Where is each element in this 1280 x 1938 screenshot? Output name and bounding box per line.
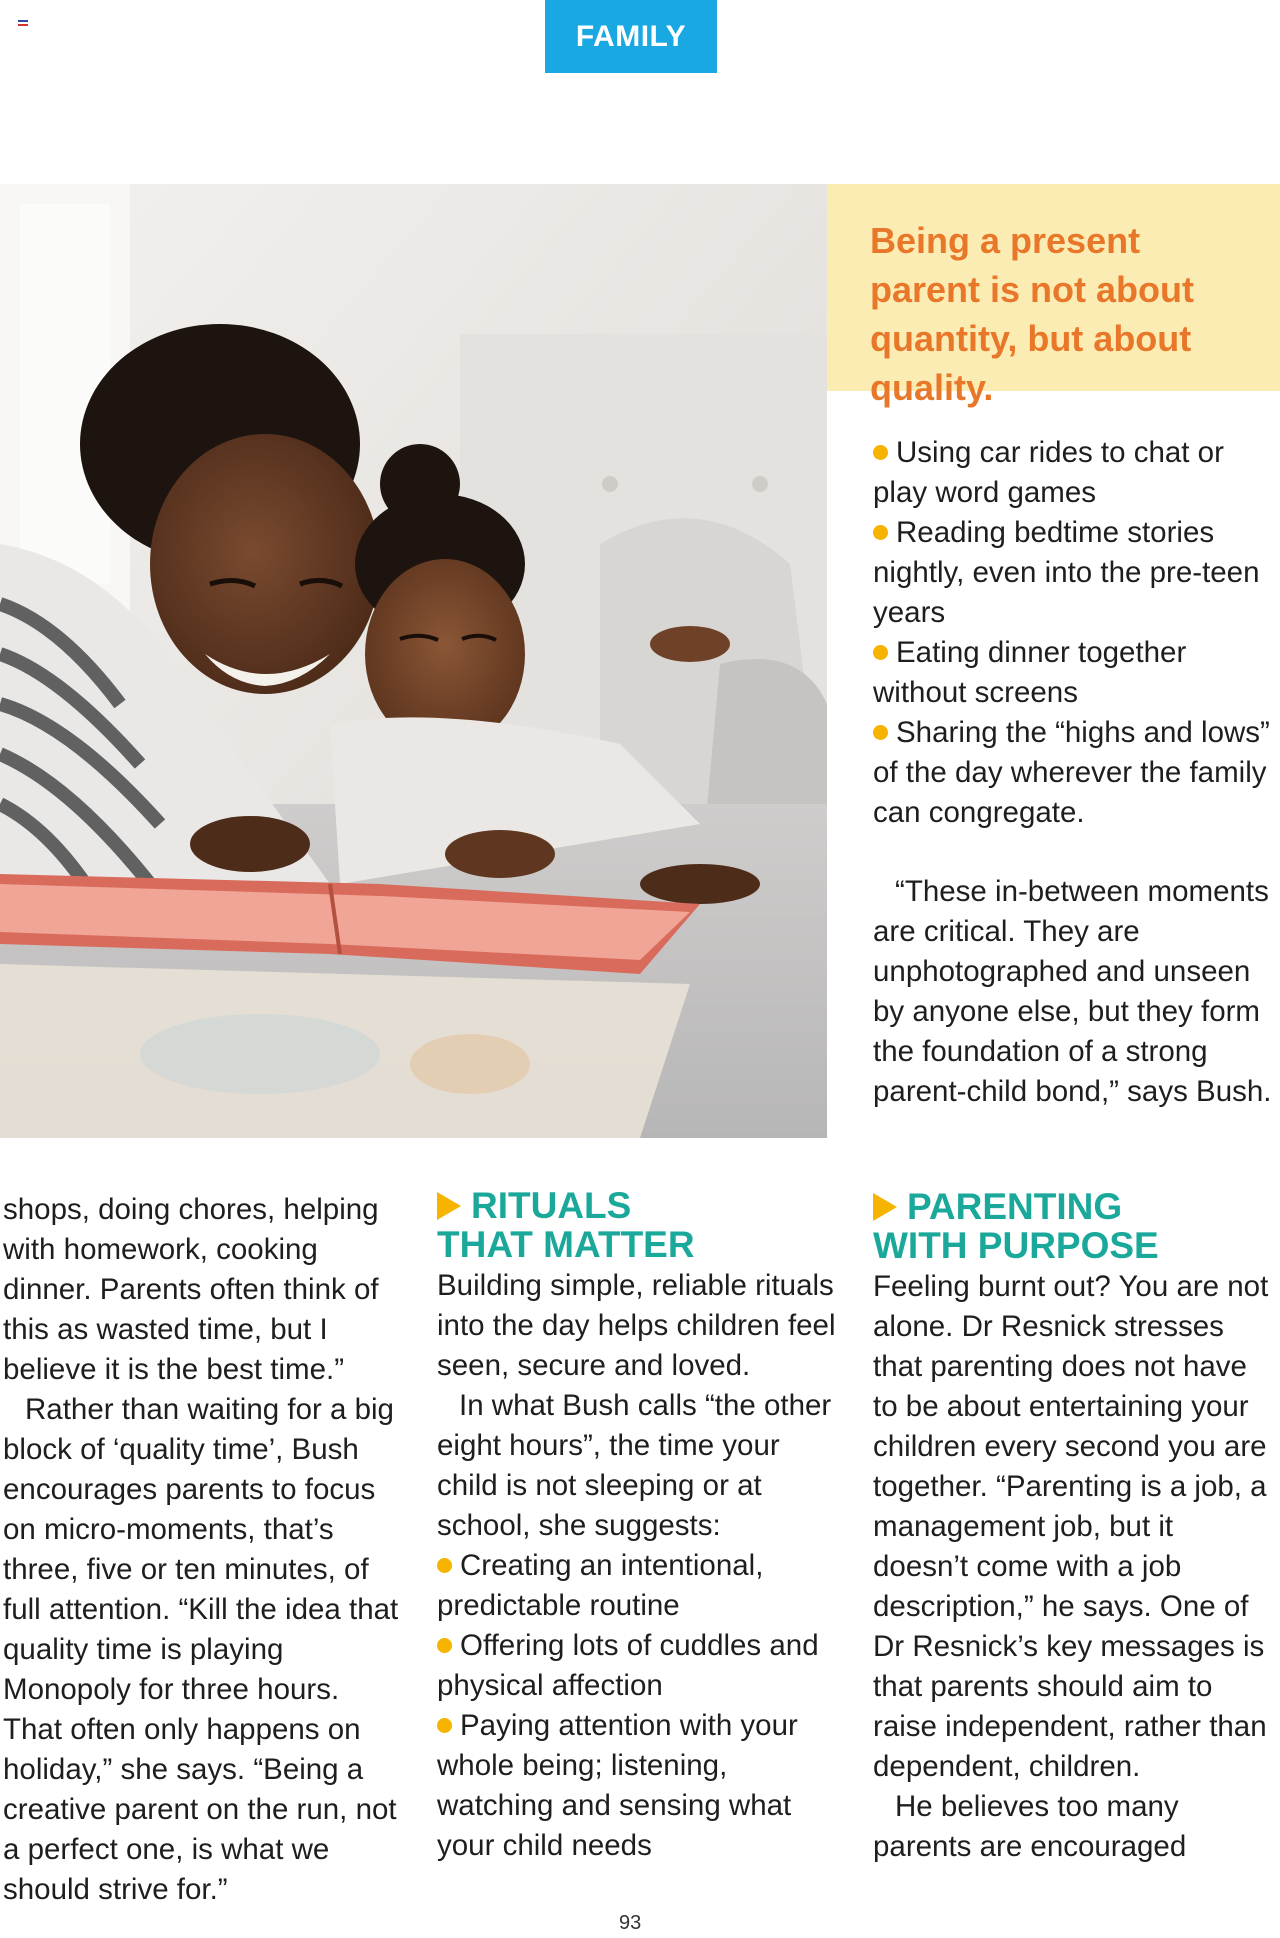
pull-quote: Being a present parent is not about quantity, but about quality.: [870, 220, 1194, 408]
rituals-column: [437, 1186, 837, 1866]
page-number: 93: [619, 1912, 642, 1934]
list-item: Using car rides to chat or play word games: [873, 433, 1273, 513]
pull-quote-box: [827, 184, 1280, 408]
tips-list-column: [873, 433, 1273, 833]
corner-registration-mark: [18, 20, 28, 28]
list-item: Reading bedtime stories nightly, even into the pre-teen years: [873, 513, 1273, 633]
heading-line: RITUALS: [471, 1185, 632, 1226]
body-paragraph: Feeling burnt out? You are not alone. Dr Resnick stresses that parenting does not have to be about entertaining your children every second you are together. “Parenting is a job, a management job, but it doesn’t come with a job description,” he says. One of Dr Resnick’s key messages is that parents should aim to raise independent, rather than dependent, children.: [873, 1270, 1269, 1783]
article-photo: [0, 184, 827, 1138]
section-tab: [545, 0, 717, 73]
quote-paragraph-column: [873, 872, 1273, 1112]
list-item: Offering lots of cuddles and physical affection: [437, 1626, 837, 1706]
list-item: Paying attention with your whole being; listening, watching and sensing what your child needs: [437, 1706, 837, 1866]
body-paragraph: In what Bush calls “the other eight hours”, the time your child is not sleeping or at school, she suggests:: [437, 1389, 832, 1542]
list-item: Sharing the “highs and lows” of the day wherever the family can congregate.: [873, 713, 1273, 833]
body-paragraph: He believes too many parents are encouraged: [873, 1790, 1187, 1863]
body-paragraph: “These in-between moments are critical. They are unphotographed and unseen by anyone else, but they form the foundation of a strong parent-child bond,” says Bush.: [873, 875, 1272, 1108]
left-text-column: [3, 1190, 403, 1910]
section-label: FAMILY: [575, 19, 687, 53]
heading-line: PARENTING: [907, 1186, 1123, 1227]
body-paragraph: shops, doing chores, helping with homework, cooking dinner. Parents often think of this as wasted time, but I believe it is the best time.”: [3, 1193, 379, 1386]
list-item: Creating an intentional, predictable routine: [437, 1546, 837, 1626]
section-heading-parenting: [873, 1187, 1273, 1265]
heading-line: THAT MATTER: [437, 1224, 695, 1265]
list-item: Eating dinner together without screens: [873, 633, 1273, 713]
parenting-column: [873, 1187, 1273, 1867]
body-paragraph: Rather than waiting for a big block of ‘quality time’, Bush encourages parents to focus on micro-moments, that’s three, five or ten minutes, of full attention. “Kill the idea that quality time is playing Monopoly for three hours. That often only happens on holiday,” she says. “Being a creative parent on the run, not a perfect one, is what we should strive for.”: [3, 1393, 399, 1906]
arrow-icon: [437, 1192, 461, 1220]
heading-line: WITH PURPOSE: [873, 1225, 1159, 1266]
section-heading-rituals: [437, 1186, 837, 1264]
body-paragraph: Building simple, reliable rituals into the day helps children feel seen, secure and loved.: [437, 1269, 836, 1382]
photo-mother-child-reading-icon: [0, 184, 827, 1138]
arrow-icon: [873, 1193, 897, 1221]
